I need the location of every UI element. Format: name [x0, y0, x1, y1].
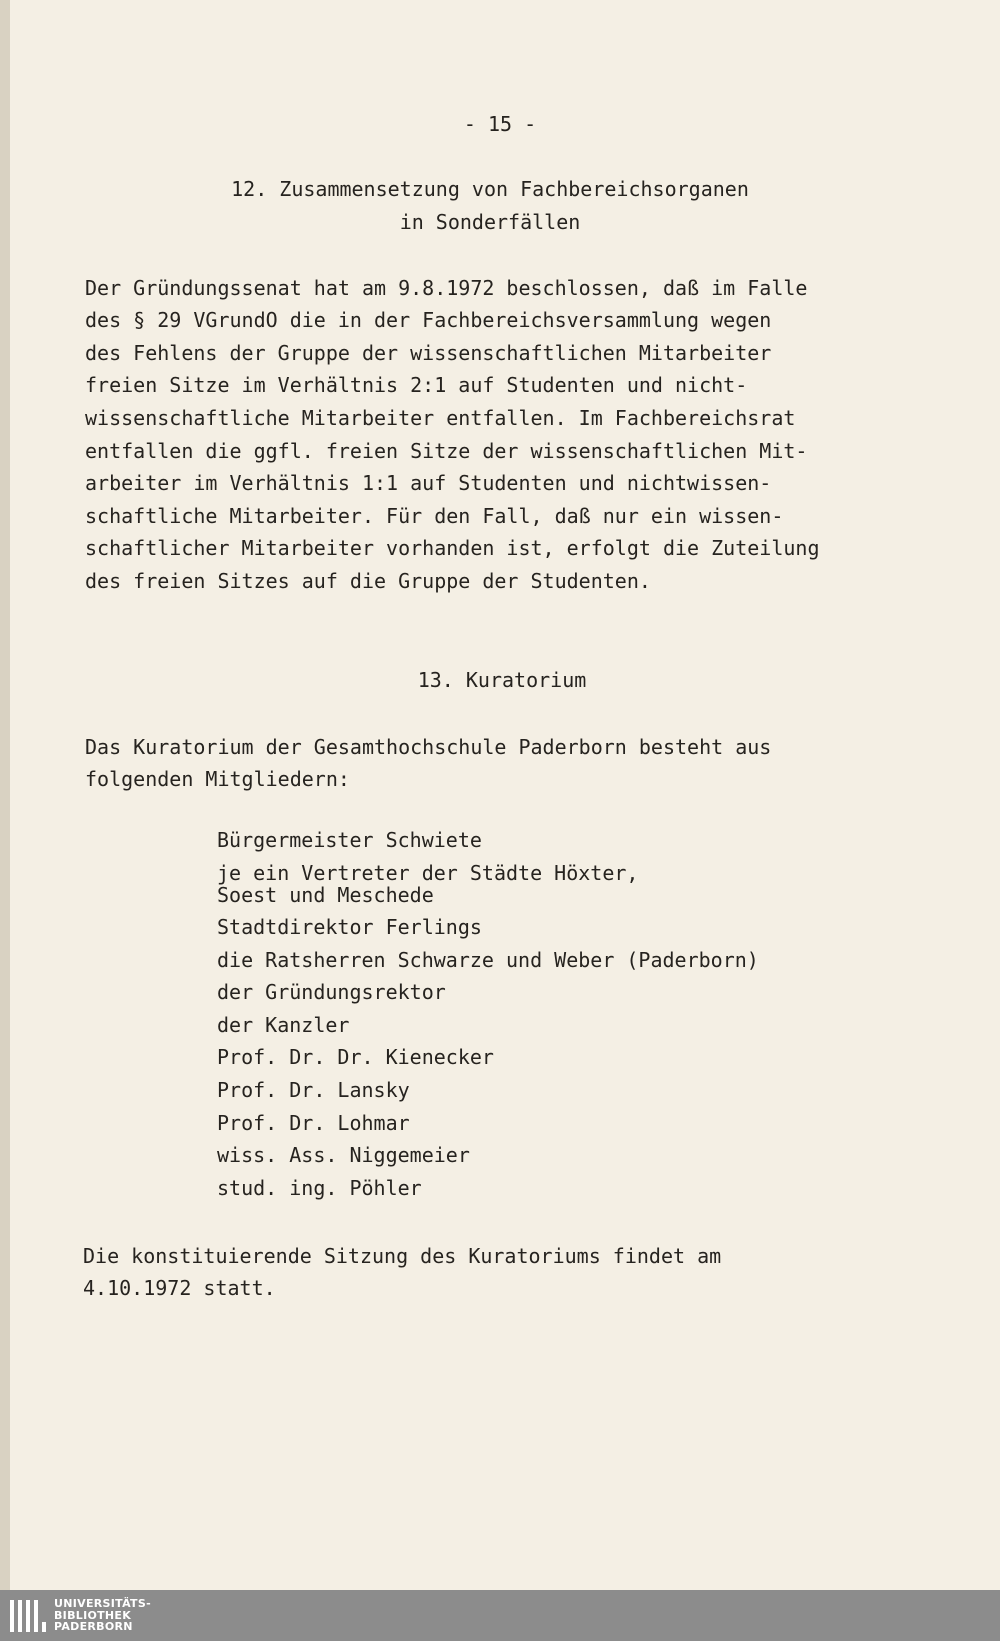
- paragraph-line: schaftlicher Mitarbeiter vorhanden ist, erfolgt die Zuteilung: [85, 536, 820, 560]
- section-13-heading: 13. Kuratorium: [417, 668, 587, 692]
- paragraph-line: des Fehlens der Gruppe der wissenschaftlichen Mitarbeiter: [85, 341, 772, 365]
- library-logo-line-3: PADERBORN: [54, 1620, 133, 1633]
- library-logo-line-1: UNIVERSITÄTS-: [54, 1597, 151, 1610]
- list-item: Bürgermeister Schwiete: [217, 828, 482, 852]
- paragraph-line: freien Sitze im Verhältnis 2:1 auf Studenten und nicht-: [85, 373, 748, 397]
- paragraph-line: des § 29 VGrundO die in der Fachbereichsversammlung wegen: [85, 308, 772, 332]
- list-item: je ein Vertreter der Städte Höxter,: [217, 861, 639, 885]
- library-logo-text: [54, 1598, 151, 1633]
- section-12-heading-line-1: 12. Zusammensetzung von Fachbereichsorganen: [231, 177, 749, 201]
- paragraph-line: arbeiter im Verhältnis 1:1 auf Studenten und nichtwissen-: [85, 471, 772, 495]
- section-13-closing-line-2: 4.10.1972 statt.: [83, 1276, 276, 1300]
- library-footer-bar: [0, 1590, 1000, 1641]
- section-12-heading-line-2: in Sonderfällen: [399, 210, 581, 234]
- library-logo-icon: [10, 1600, 46, 1632]
- list-item: Prof. Dr. Lansky: [217, 1078, 410, 1102]
- section-13-closing-line-1: Die konstituierende Sitzung des Kuratoriums findet am: [83, 1244, 722, 1268]
- section-13-intro-line-1: Das Kuratorium der Gesamthochschule Paderborn besteht aus: [85, 735, 772, 759]
- paragraph-line: entfallen die ggfl. freien Sitze der wissenschaftlichen Mit-: [85, 439, 808, 463]
- paragraph-line: wissenschaftliche Mitarbeiter entfallen. Im Fachbereichsrat: [85, 406, 796, 430]
- list-item: Prof. Dr. Lohmar: [217, 1111, 410, 1135]
- paragraph-line: schaftliche Mitarbeiter. Für den Fall, daß nur ein wissen-: [85, 504, 784, 528]
- list-item: die Ratsherren Schwarze und Weber (Paderborn): [217, 948, 759, 972]
- section-13-intro-line-2: folgenden Mitgliedern:: [85, 767, 350, 791]
- list-item: stud. ing. Pöhler: [217, 1176, 422, 1200]
- library-logo-line-2: BIBLIOTHEK: [54, 1608, 132, 1622]
- list-item: Soest und Meschede: [217, 883, 434, 907]
- page-number: - 15 -: [463, 112, 537, 136]
- list-item: der Gründungsrektor: [217, 980, 446, 1004]
- left-scan-edge: [0, 0, 10, 1590]
- paragraph-line: des freien Sitzes auf die Gruppe der Studenten.: [85, 569, 651, 593]
- list-item: wiss. Ass. Niggemeier: [217, 1143, 470, 1167]
- list-item: Stadtdirektor Ferlings: [217, 915, 482, 939]
- paragraph-line: Der Gründungssenat hat am 9.8.1972 beschlossen, daß im Falle: [85, 276, 808, 300]
- list-item: Prof. Dr. Dr. Kienecker: [217, 1045, 494, 1069]
- list-item: der Kanzler: [217, 1013, 350, 1037]
